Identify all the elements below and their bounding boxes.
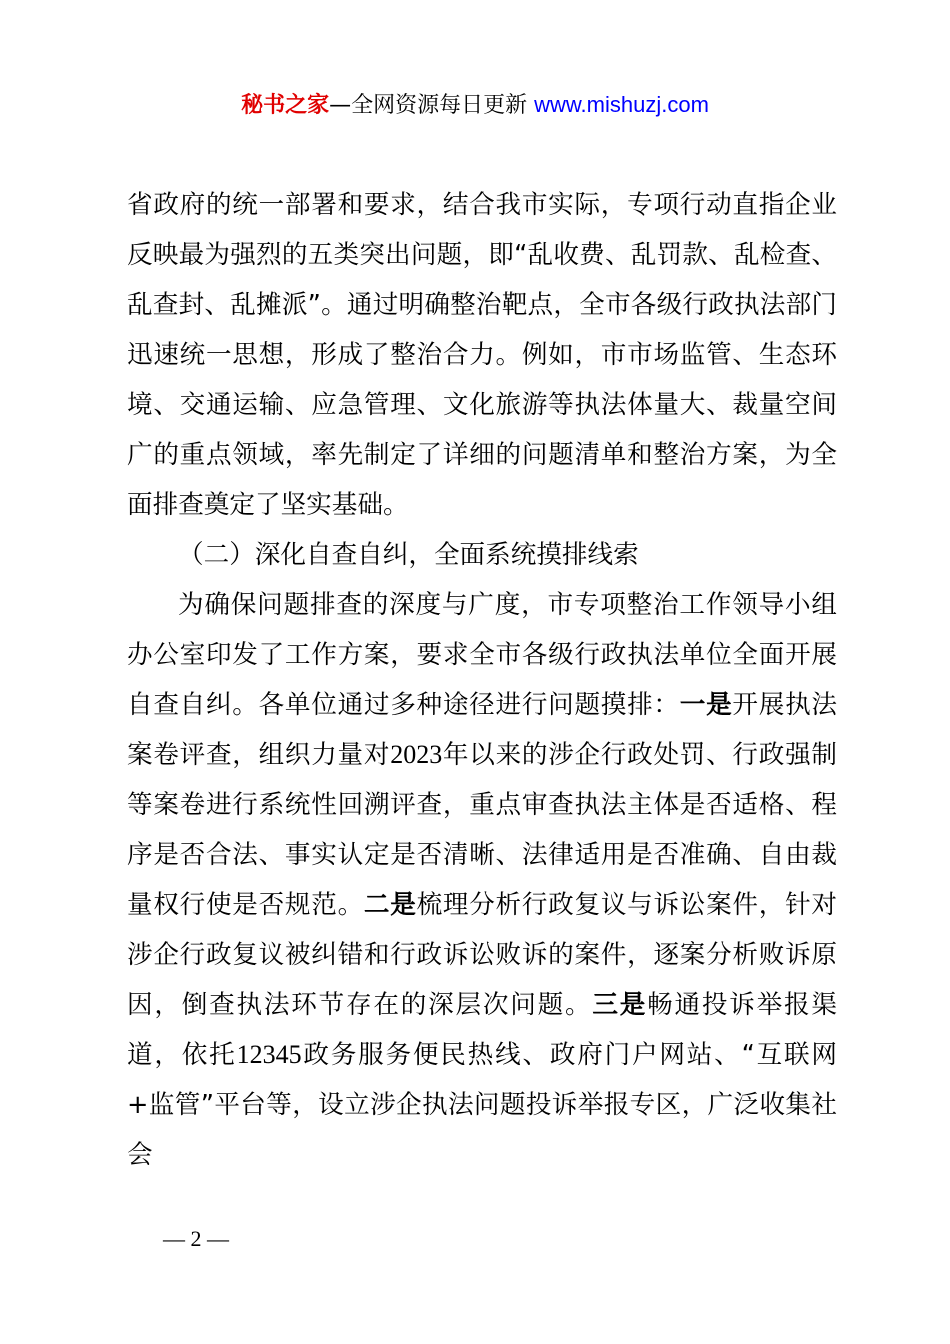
- hotline-number: 12345: [236, 1040, 302, 1069]
- point-label-1: 一是: [679, 690, 733, 720]
- document-body: [127, 180, 837, 1180]
- paragraph-2-text-6: 政务服务便民热线、政府门户网站、“互联网+监管”平台等，设立涉企执法问题投诉举报专区，广泛收集社会: [127, 1040, 837, 1170]
- point-label-3: 三是: [592, 990, 648, 1020]
- paragraph-2-text-4: 梳理分析行政复议与诉讼案件，针对涉企行政复议被纠错和行政诉讼败诉的案件，逐案分析败诉原因，倒查执法环节存在的深层次问题。: [127, 890, 837, 1020]
- paragraph-2-text-1: 为确保问题排查的深度与广度，市专项整治工作领导小组办公室印发了工作方案，要求全市各级行政执法单位全面开展自查自纠。各单位通过多种途径进行问题摸排：: [127, 590, 837, 720]
- paragraph-2: [127, 580, 837, 1180]
- point-label-2: 二是: [363, 890, 417, 920]
- site-header: [0, 88, 950, 123]
- year-number: 2023: [390, 740, 443, 769]
- paragraph-2-text-2: 开展执法案卷评查，组织力量对: [127, 690, 837, 770]
- paragraph-2-text-5: 畅通投诉举报渠道，依托: [127, 990, 837, 1070]
- brand-name: 秘书之家: [241, 93, 330, 118]
- paragraph-2-text-3: 年以来的涉企行政处罚、行政强制等案卷进行系统性回溯评查，重点审查执法主体是否适格、程序是否合法、事实认定是否清晰、法律适用是否准确、自由裁量权行使是否规范。: [127, 740, 837, 920]
- header-slogan: —全网资源每日更新: [329, 93, 535, 118]
- page-number: — 2 —: [163, 1226, 229, 1251]
- paragraph-1: 省政府的统一部署和要求，结合我市实际，专项行动直指企业反映最为强烈的五类突出问题，即“乱收费、乱罚款、乱检查、乱查封、乱摊派”。通过明确整治靶点，全市各级行政执法部门迅速统一思想，形成了整治合力。例如，市市场监管、生态环境、交通运输、应急管理、文化旅游等执法体量大、裁量空间广的重点领域，率先制定了详细的问题清单和整治方案，为全面排查奠定了坚实基础。: [127, 190, 837, 520]
- section-heading-2: （二）深化自查自纠，全面系统摸排线索: [178, 540, 639, 570]
- site-url-link[interactable]: www.mishuzj.com: [534, 92, 709, 117]
